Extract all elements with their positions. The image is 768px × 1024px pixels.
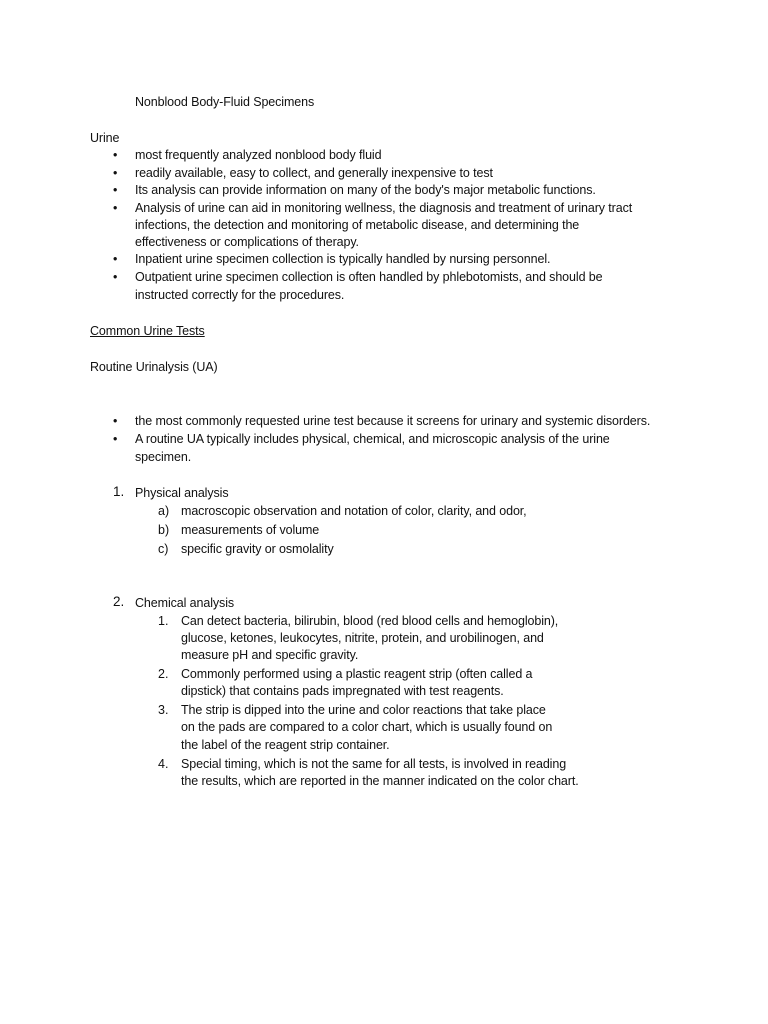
chemical-item-1-line-3: measure pH and specific gravity. [181, 648, 359, 662]
chemical-item-3-line-2: on the pads are compared to a color chart, which is usually found on [181, 720, 553, 734]
chemical-item-2-line-1: Commonly performed using a plastic reagent strip (often called a [181, 667, 533, 681]
chemical-item-1-line-1: Can detect bacteria, bilirubin, blood (red blood cells and hemoglobin), [181, 614, 559, 628]
routine-item-1-line-1: the most commonly requested urine test because it screens for urinary and systemic disorders. [135, 414, 651, 428]
bullet-glyph: • [113, 201, 118, 215]
chemical-marker-4: 4. [158, 757, 169, 771]
chemical-marker-2: 2. [158, 667, 169, 681]
physical-item-c: specific gravity or osmolality [181, 542, 334, 556]
chemical-item-2-line-2: dipstick) that contains pads impregnated with test reagents. [181, 684, 504, 698]
chemical-item-1-line-2: glucose, ketones, leukocytes, nitrite, protein, and urobilinogen, and [181, 631, 544, 645]
urine-item-5-line-1: Inpatient urine specimen collection is typically handled by nursing personnel. [135, 252, 551, 266]
urine-item-6-line-2: instructed correctly for the procedures. [135, 288, 345, 302]
physical-marker-c: c) [158, 542, 169, 556]
routine-item-2-line-2: specimen. [135, 450, 192, 464]
chemical-label: Chemical analysis [135, 596, 235, 610]
urine-item-4-line-3: effectiveness or complications of therapy. [135, 235, 359, 249]
chemical-number: 2. [113, 594, 125, 609]
bullet-glyph: • [113, 183, 118, 197]
routine-ua-heading: Routine Urinalysis (UA) [90, 360, 218, 374]
bullet-glyph: • [113, 432, 118, 446]
common-tests-heading: Common Urine Tests [90, 324, 205, 338]
urine-item-3-line-1: Its analysis can provide information on many of the body's major metabolic functions. [135, 183, 596, 197]
physical-item-a: macroscopic observation and notation of color, clarity, and odor, [181, 504, 527, 518]
chemical-item-4-line-2: the results, which are reported in the manner indicated on the color chart. [181, 774, 579, 788]
physical-marker-b: b) [158, 523, 170, 537]
chemical-item-3-line-3: the label of the reagent strip container. [181, 738, 390, 752]
urine-item-4-line-1: Analysis of urine can aid in monitoring wellness, the diagnosis and treatment of urinary tract [135, 201, 633, 215]
chemical-item-4-line-1: Special timing, which is not the same for all tests, is involved in reading [181, 757, 567, 771]
chemical-marker-1: 1. [158, 614, 169, 628]
document-title: Nonblood Body-Fluid Specimens [135, 95, 315, 109]
physical-item-b: measurements of volume [181, 523, 320, 537]
bullet-glyph: • [113, 270, 118, 284]
urine-item-6-line-1: Outpatient urine specimen collection is often handled by phlebotomists, and should be [135, 270, 603, 284]
chemical-marker-3: 3. [158, 703, 169, 717]
bullet-glyph: • [113, 252, 118, 266]
urine-item-1-line-1: most frequently analyzed nonblood body fluid [135, 148, 382, 162]
routine-item-2-line-1: A routine UA typically includes physical, chemical, and microscopic analysis of the urine [135, 432, 610, 446]
urine-heading: Urine [90, 131, 120, 145]
bullet-glyph: • [113, 414, 118, 428]
physical-number: 1. [113, 484, 125, 499]
physical-marker-a: a) [158, 504, 170, 518]
urine-item-4-line-2: infections, the detection and monitoring of metabolic disease, and determining the [135, 218, 580, 232]
bullet-glyph: • [113, 148, 118, 162]
bullet-glyph: • [113, 166, 118, 180]
chemical-item-3-line-1: The strip is dipped into the urine and color reactions that take place [181, 703, 546, 717]
physical-label: Physical analysis [135, 486, 229, 500]
urine-item-2-line-1: readily available, easy to collect, and generally inexpensive to test [135, 166, 493, 180]
